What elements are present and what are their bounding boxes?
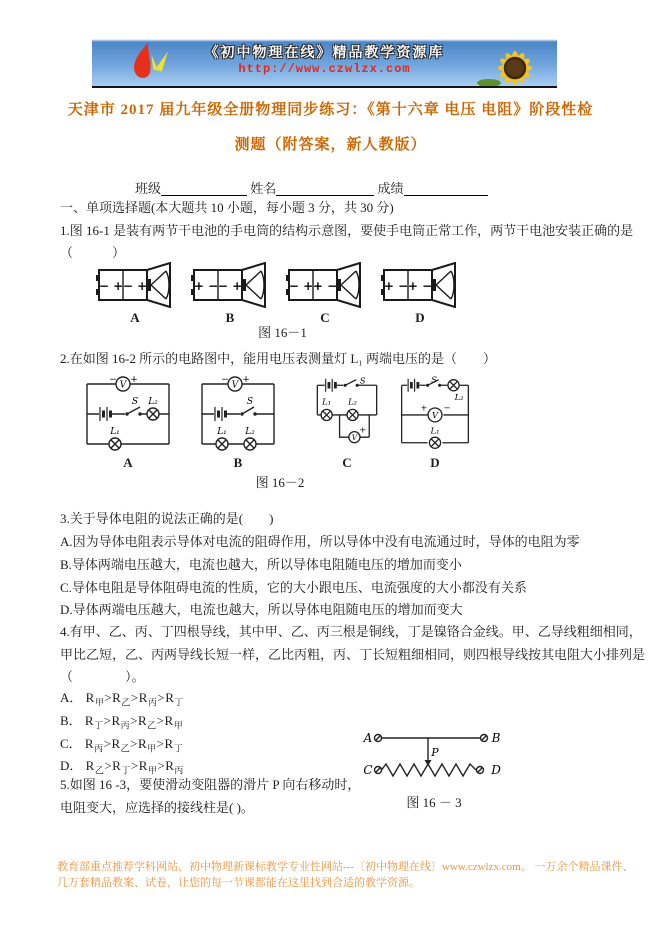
- q4-option: [60, 736, 183, 757]
- flashlight-icon: [381, 262, 459, 308]
- svg-text:S: S: [431, 376, 437, 385]
- figure-16-2-caption: 图 16－2: [255, 475, 305, 490]
- option-label: B．: [60, 713, 82, 728]
- svg-text:−: −: [109, 376, 117, 385]
- flashlight-option-a: [95, 262, 175, 325]
- svg-text:+: +: [359, 424, 367, 435]
- student-info-row: [135, 181, 488, 196]
- header-banner: [92, 36, 557, 88]
- svg-text:L₁: L₁: [217, 427, 227, 437]
- svg-text:−: −: [221, 376, 229, 385]
- figure-16-3: [356, 718, 512, 810]
- flashlight-icon: [96, 262, 174, 308]
- figure-option-label: C: [320, 310, 330, 325]
- q5-text-line1: 5.如图 16 -3，要使滑动变阻器的滑片 P 向右移动时，: [60, 777, 361, 792]
- svg-text:L₂: L₂: [148, 397, 158, 407]
- svg-text:−: −: [443, 402, 451, 413]
- svg-text:S: S: [359, 376, 366, 386]
- q3-option: D.导体两端电压越大，电流也越大，所以导体电阻随电压的增加而变大: [60, 602, 463, 617]
- banner-site-url: http://www.czwlzx.com: [238, 62, 411, 76]
- circuit-diagram-icon: [83, 376, 173, 452]
- svg-text:V: V: [119, 380, 127, 391]
- option-label: A．: [60, 690, 83, 705]
- q1-text: 1.图 16-1 是装有两节干电池的手电筒的结构示意图，要使手电筒正常工作，两节干电池安装正确的是: [60, 223, 634, 238]
- rheostat-diagram-icon: [356, 718, 512, 788]
- svg-text:+ −: + −: [407, 279, 433, 293]
- svg-text:D: D: [491, 763, 501, 777]
- resistance-order-formula: $R_丁>R_丙>R_乙>R_甲$: [84, 713, 184, 731]
- switch-icon: [127, 407, 140, 414]
- figure-16-1: [95, 262, 515, 340]
- svg-text:L₂: L₂: [245, 427, 255, 437]
- circuit-diagram-icon: [311, 376, 383, 452]
- circuit-diagram-icon: [395, 376, 475, 452]
- svg-text:V: V: [351, 432, 358, 442]
- option-label: D．: [60, 758, 83, 773]
- q4-text-line1: 4.有甲、乙、丙、丁四根导线，其中甲、乙、丙三根是铜线，丁是镍铬合金线。甲、乙导线粗细相同，: [60, 624, 642, 639]
- flashlight-option-b: [190, 262, 270, 325]
- svg-text:V: V: [431, 410, 439, 421]
- svg-text:S: S: [246, 397, 254, 407]
- circuit-option-c: [311, 376, 383, 470]
- resistance-order-formula: $R_甲>R_乙>R_丙>R_丁$: [85, 690, 184, 708]
- figure-16-2: [60, 376, 600, 492]
- option-label: C．: [60, 736, 82, 751]
- circuit-option-a: [83, 376, 173, 470]
- svg-text:S: S: [131, 397, 139, 407]
- svg-text:L₂: L₂: [454, 392, 464, 403]
- flashlight-option-d: [380, 262, 460, 325]
- figure-option-label: B: [225, 310, 235, 325]
- svg-text:B: B: [491, 731, 501, 745]
- svg-text:+ −: + −: [383, 279, 409, 293]
- name-blank: [276, 182, 374, 196]
- figure-option-label: D: [415, 310, 425, 325]
- banner-site-title: 《初中物理在线》精品教学资源库: [204, 46, 445, 61]
- figure-option-label: C: [342, 455, 352, 470]
- svg-text:+ −: + −: [193, 279, 219, 293]
- svg-text:L₁: L₁: [430, 425, 440, 436]
- svg-text:+: +: [130, 376, 138, 385]
- resistor-wire-icon: [382, 764, 477, 776]
- flashlight-icon: [191, 262, 269, 308]
- q4-option: [60, 758, 184, 779]
- q5-text-line2: 电阻变大，应选择的接线柱是( )。: [60, 800, 254, 815]
- svg-text:− +: − +: [98, 279, 124, 293]
- q3-option: C.导体电阻是导体阻碍电流的性质，它的大小跟电压、电流强度的大小都没有关系: [60, 580, 527, 595]
- figure-option-label: A: [130, 310, 140, 325]
- figure-16-3-caption: 图 16 － 3: [406, 795, 462, 810]
- q3-text: 3.关于导体电阻的说法正确的是( ): [60, 511, 274, 526]
- class-blank: [161, 182, 247, 196]
- score-label: 成绩: [377, 181, 404, 196]
- svg-text:L₂: L₂: [348, 396, 357, 407]
- flashlight-icon: [286, 262, 364, 308]
- svg-text:P: P: [431, 746, 439, 759]
- svg-text:C: C: [363, 763, 373, 777]
- resistance-order-formula: $R_丙>R_乙>R_甲>R_丁$: [84, 736, 184, 754]
- q4-answer-blank: （ ）。: [60, 669, 145, 684]
- circuit-option-d: [395, 376, 475, 470]
- page-title-line2: 测题（附答案，新人教版）: [234, 137, 427, 153]
- svg-text:A: A: [363, 731, 373, 745]
- figure-option-label: A: [123, 455, 133, 470]
- svg-text:− +: − +: [122, 279, 148, 293]
- svg-text:V: V: [231, 380, 239, 391]
- figure-option-label: B: [233, 455, 243, 470]
- q3-option: B.导体两端电压越大，电流也越大，所以导体电阻随电压的增加而变小: [60, 557, 462, 572]
- switch-icon: [242, 407, 254, 414]
- circuit-diagram-icon: [198, 376, 278, 452]
- svg-text:+: +: [242, 376, 250, 385]
- circuit-option-b: [198, 376, 278, 470]
- page-title-line1: 天津市 2017 届九年级全册物理同步练习：《第十六章 电压 电阻》阶段性检: [67, 102, 594, 118]
- svg-text:− +: − +: [288, 279, 314, 293]
- svg-text:− +: − +: [217, 279, 243, 293]
- q4-option: [60, 713, 183, 734]
- svg-text:+: +: [420, 402, 428, 413]
- q4-text-line2: 甲比乙短，乙、丙两导线长短一样，乙比丙粗，丙、丁长短粗细相同，则四根导线按其电阻大小排列是: [60, 647, 646, 662]
- slider-arrow-icon: [425, 760, 432, 766]
- svg-text:+ −: + −: [312, 279, 338, 293]
- flashlight-option-c: [285, 262, 365, 325]
- figure-16-1-caption: 图 16－1: [258, 325, 307, 340]
- figure-option-label: D: [430, 455, 440, 470]
- class-label: 班级: [135, 181, 162, 196]
- sunflower-image: [475, 40, 553, 86]
- q1-answer-blank: （ ）: [60, 245, 126, 260]
- q3-option: A.因为导体电阻表示导体对电流的阻碍作用，所以导体中没有电流通过时，导体的电阻为零: [60, 534, 580, 549]
- footer-line1: 教育部重点推荐学科网站、初中物理新课标教学专业性网站---〔初中物理在线〕www.czwlzx.com。 一万余个精品课件、: [57, 861, 634, 873]
- switch-icon: [345, 380, 356, 386]
- q4-option: [60, 690, 184, 711]
- footer-line2: 几万套精品教案、试卷，让您的每一节课都能在这里找到合适的教学资源。: [57, 877, 420, 889]
- q2-text: 2.在如图 16-2 所示的电路图中，能用电压表测量灯 L₁ 两端电压的是（ ）: [60, 351, 497, 366]
- score-blank: [404, 182, 488, 196]
- svg-text:L₁: L₁: [110, 427, 120, 437]
- section1-heading: 一、单项选择题(本大题共 10 小题，每小题 3 分，共 30 分): [60, 200, 394, 215]
- name-label: 姓名: [250, 181, 277, 196]
- resistance-order-formula: $R_乙>R_丁>R_甲>R_丙$: [85, 758, 184, 776]
- svg-text:L₁: L₁: [322, 396, 332, 407]
